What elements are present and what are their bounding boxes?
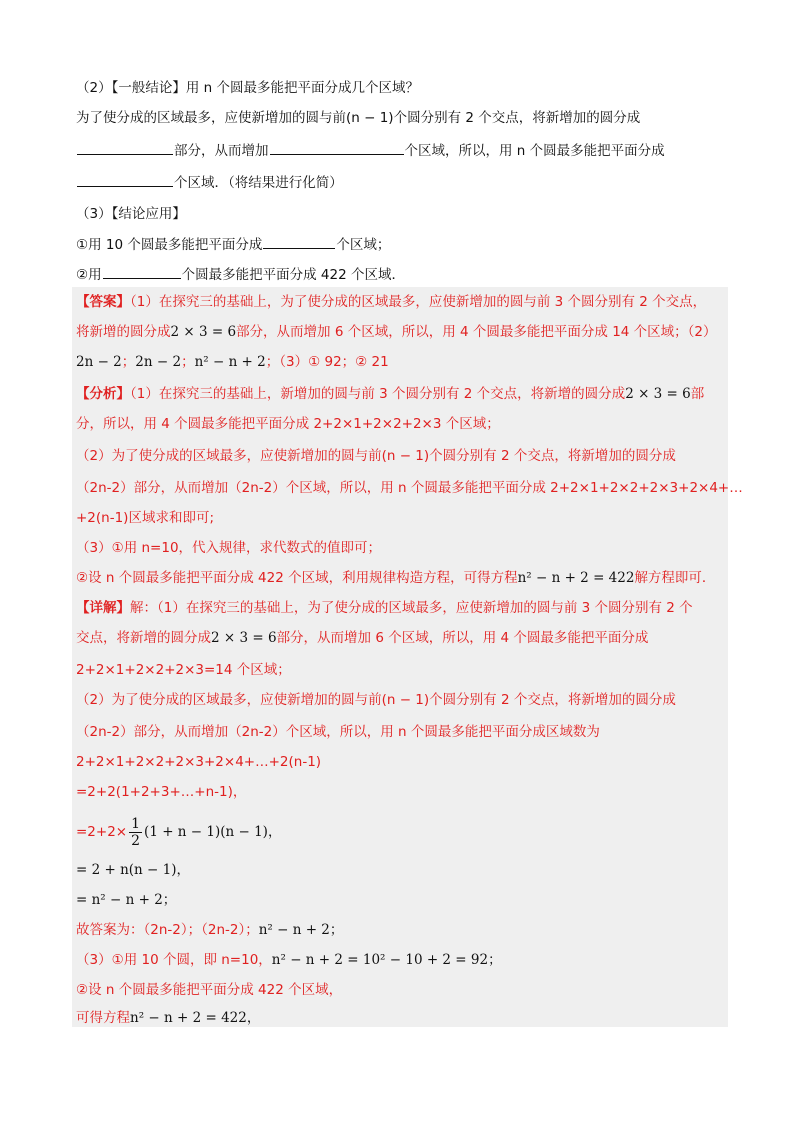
detail-line8	[76, 814, 281, 850]
math-expression: = 2 + n(n − 1)，	[76, 862, 190, 878]
math-expression: 2 × 3 = 6	[625, 386, 691, 402]
answer-text: 部分，从而增加 6 个区域，所以，用 4 个圆最多能把平面分成 14 个区域；（2）	[236, 324, 717, 340]
question-text: 个区域，所以，用 n 个圆最多能把平面分成	[404, 143, 665, 159]
detail-line4: （2）为了使分成的区域最多，应使新增加的圆与前(n − 1)个圆分别有 2 个交点，将新增加的圆分成	[76, 692, 676, 708]
answer-text: （3）① 92；② 21	[279, 354, 389, 370]
answer-blank-5[interactable]	[103, 264, 181, 279]
detail-text: =2+2×	[76, 824, 128, 840]
math-expression: n² − n + 2 = 422，	[130, 1010, 261, 1026]
question-text: ②用	[76, 267, 102, 283]
answer-text: （1）在探究三的基础上，为了使分成的区域最多，应使新增加的圆与前 3 个圆分别有 2 个交点，	[130, 294, 707, 310]
math-expression: n² − n + 2；	[258, 922, 344, 938]
detail-text: （3）①用 10 个圆，即 n=10，	[76, 952, 272, 968]
math-expression: 2 × 3 = 6	[170, 324, 237, 340]
analysis-tag: 【分析】	[76, 386, 130, 402]
detail-line7: =2+2(1+2+3+…+n-1)，	[76, 784, 247, 800]
analysis-line4: （2n-2）部分，从而增加（2n-2）个区域，所以，用 n 个圆最多能把平面分成 2+2×1+2×2+2×3+2×4+…	[76, 480, 743, 496]
detail-line5: （2n-2）部分，从而增加（2n-2）个区域，所以，用 n 个圆最多能把平面分成区域数为	[76, 724, 600, 740]
answer-tag: 【答案】	[76, 294, 130, 310]
math-expression: 2 × 3 = 6	[211, 630, 277, 646]
detail-text: 交点，将新增的圆分成	[76, 630, 211, 646]
question-text: 个区域；	[336, 237, 391, 253]
detail-line14	[76, 1008, 260, 1028]
question-text: 部分，从而增加	[174, 143, 269, 159]
detail-tag: 【详解】	[76, 600, 130, 616]
question-part2-title: （2）【一般结论】用 n 个圆最多能把平面分成几个区域？	[76, 80, 419, 96]
answer-line1	[76, 292, 706, 312]
fraction-numerator: 1	[131, 815, 141, 832]
detail-line6: 2+2×1+2×2+2×3+2×4+…+2(n-1)	[76, 754, 322, 770]
answer-line3: 2n − 2；2n − 2；n² − n + 2；（3）① 92；② 21	[76, 354, 389, 370]
detail-text: 部分，从而增加 6 个区域，所以，用 4 个圆最多能把平面分成	[276, 630, 649, 646]
detail-line9	[76, 860, 190, 880]
math-expression: 2n − 2	[135, 354, 182, 370]
math-expression: (1 + n − 1)(n − 1)，	[144, 824, 282, 840]
detail-line12	[76, 950, 502, 970]
detail-line10	[76, 890, 176, 910]
answer-line2	[76, 322, 717, 342]
analysis-line7	[76, 568, 715, 588]
answer-blank-4[interactable]	[263, 234, 335, 249]
fraction-denominator: 2	[131, 832, 141, 849]
analysis-text: （1）在探究三的基础上，新增加的圆与前 3 个圆分别有 2 个交点，将新增的圆分成	[130, 386, 626, 402]
detail-line3: 2+2×1+2×2+2×3=14 个区域；	[76, 662, 291, 678]
question-part2-line1: 为了使分成的区域最多，应使新增加的圆与前(n − 1)个圆分别有 2 个交点，将新增加的圆分成	[76, 110, 641, 126]
answer-text: 将新增的圆分成	[76, 324, 171, 340]
analysis-text: 解方程即可．	[634, 570, 716, 586]
detail-text: 故答案为：（2n-2）；（2n-2）；	[76, 922, 259, 938]
math-expression: n² − n + 2 = 422	[517, 570, 635, 586]
analysis-text: 部	[690, 386, 705, 402]
detail-line2	[76, 628, 648, 648]
detail-text: 可得方程	[76, 1010, 130, 1026]
fraction-one-half	[129, 816, 142, 849]
question-part3-item1	[76, 234, 390, 255]
detail-line13: ②设 n 个圆最多能把平面分成 422 个区域，	[76, 982, 343, 998]
analysis-line5: +2(n-1)区域求和即可;	[76, 510, 214, 526]
answer-blank-1[interactable]	[77, 140, 173, 155]
math-expression: n² − n + 2	[194, 354, 266, 370]
question-text: ①用 10 个圆最多能把平面分成	[76, 237, 263, 253]
question-text: 个区域．（将结果进行化简）	[174, 175, 343, 191]
detail-line1	[76, 598, 693, 618]
analysis-line6: （3）①用 n=10，代入规律，求代数式的值即可；	[76, 540, 382, 556]
math-expression: n² − n + 2 = 10² − 10 + 2 = 92；	[271, 952, 502, 968]
question-part3-item2	[76, 264, 405, 285]
question-text: 个圆最多能把平面分成 422 个区域．	[181, 267, 405, 283]
math-expression: 2n − 2	[76, 354, 122, 370]
analysis-text: ②设 n 个圆最多能把平面分成 422 个区域，利用规律构造方程，可得方程	[76, 570, 518, 586]
detail-text: 解：（1）在探究三的基础上，为了使分成的区域最多，应使新增加的圆与前 3 个圆分别有 2 个	[130, 600, 693, 616]
answer-blank-2[interactable]	[270, 140, 404, 155]
analysis-line3: （2）为了使分成的区域最多，应使新增加的圆与前(n − 1)个圆分别有 2 个交点，将新增加的圆分成	[76, 448, 676, 464]
detail-line11	[76, 920, 343, 940]
question-part3-title: （3）【结论应用】	[76, 206, 186, 222]
question-part2-line3	[76, 172, 343, 193]
math-expression: = n² − n + 2；	[76, 892, 177, 908]
analysis-line1	[76, 384, 704, 404]
answer-blank-3[interactable]	[77, 172, 173, 187]
analysis-line2: 分，所以，用 4 个圆最多能把平面分成 2+2×1+2×2+2×3 个区域；	[76, 416, 500, 432]
question-part2-line2	[76, 140, 665, 161]
